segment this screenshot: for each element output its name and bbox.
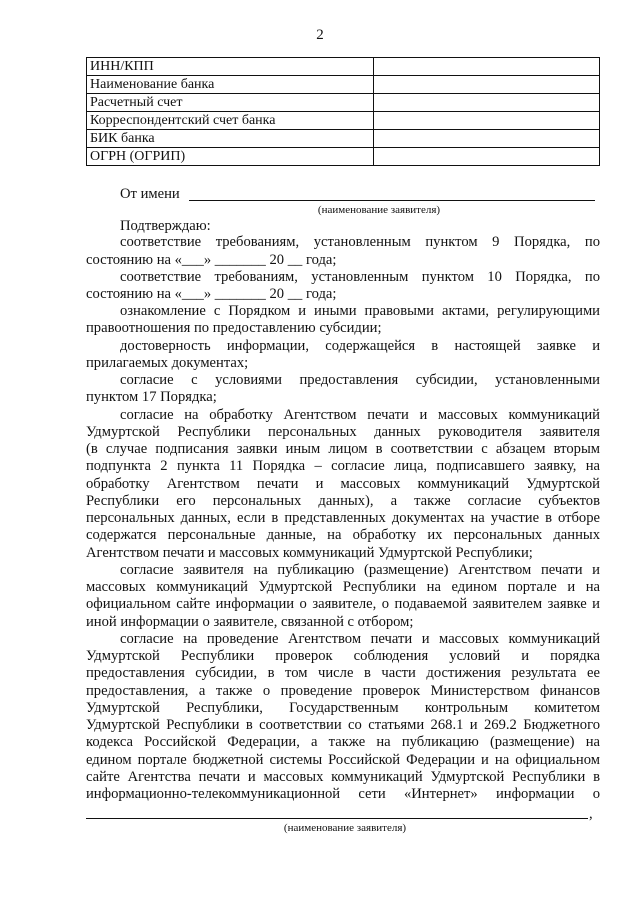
- table-row: [87, 112, 600, 130]
- applicant-caption-bottom: (наименование заявителя): [283, 822, 407, 834]
- text-line: Удмуртской Республики, Государственным контрольным комитетом: [86, 700, 600, 716]
- table-value: [374, 130, 600, 148]
- text-line: предоставления субсидии, в том числе в части достижения результата ее: [86, 665, 600, 681]
- text-line: согласие на обработку Агентством печати и массовых коммуникаций: [120, 407, 600, 423]
- text-line: иной информации о заявителе, связанной с отбором;: [86, 614, 414, 630]
- text-line: согласие на проведение Агентством печати и массовых коммуникаций: [120, 631, 600, 647]
- table-label: ИНН/КПП: [87, 58, 374, 76]
- text-line: согласие заявителя на публикацию (размещение) Агентством печати и: [120, 562, 600, 578]
- text-line: сайте Агентства печати и массовых коммуникаций Удмуртской Республики в: [86, 769, 600, 785]
- text-line: прилагаемых документах;: [86, 355, 249, 371]
- applicant-name-field[interactable]: [189, 200, 595, 201]
- table-row: [87, 94, 600, 112]
- table-label: Наименование банка: [87, 76, 374, 94]
- table-label: БИК банка: [87, 130, 374, 148]
- confirm-heading: Подтверждаю:: [120, 218, 211, 234]
- text-line: состоянию на «___» _______ 20 __ года;: [86, 286, 337, 302]
- text-line: Удмуртской Республики в соответствии со статьями 268.1 и 269.2 Бюджетного: [86, 717, 600, 733]
- table-row: [87, 148, 600, 166]
- bottom-comma: ,: [589, 806, 593, 822]
- text-line: обработку Агентством печати и массовых коммуникаций Удмуртской: [86, 476, 600, 492]
- text-line: соответствие требованиям, установленным пунктом 9 Порядка, по: [120, 234, 600, 250]
- text-line: Республики его персональных данных), а также согласие субъектов: [86, 493, 600, 509]
- table-value: [374, 76, 600, 94]
- text-line: (в случае подписания заявки иным лицом в соответствии с абзацем вторым: [86, 441, 600, 457]
- text-line: Агентством печати и массовых коммуникаций Удмуртской Республики;: [86, 545, 533, 561]
- text-line: состоянию на «___» _______ 20 __ года;: [86, 252, 337, 268]
- table-row: [87, 58, 600, 76]
- text-line: правоотношения по предоставлению субсидии;: [86, 320, 382, 336]
- text-line: Удмуртской Республики персональных данных руководителя заявителя: [86, 424, 600, 440]
- text-line: достоверность информации, содержащейся в настоящей заявке и: [120, 338, 600, 354]
- page-number: 2: [316, 27, 324, 43]
- text-line: массовых коммуникаций Удмуртской Республики на едином портале и на: [86, 579, 600, 595]
- table-row: [87, 76, 600, 94]
- table-value: [374, 94, 600, 112]
- table-label: ОГРН (ОГРИП): [87, 148, 374, 166]
- table-value: [374, 58, 600, 76]
- table-label: Расчетный счет: [87, 94, 374, 112]
- from-label: От имени: [120, 186, 180, 202]
- table-value: [374, 112, 600, 130]
- text-line: согласие с условиями предоставления субсидии, установленными: [120, 372, 600, 388]
- text-line: пунктом 17 Порядка;: [86, 389, 217, 405]
- text-line: официальном сайте информации о заявителе, о подаваемой заявителем заявке и: [86, 596, 600, 612]
- table-row: [87, 130, 600, 148]
- table-value: [374, 148, 600, 166]
- applicant-name-field-bottom[interactable]: [86, 818, 588, 819]
- text-line: информационно-телекоммуникационной сети «Интернет» информации о: [86, 786, 600, 802]
- table-label: Корреспондентский счет банка: [87, 112, 374, 130]
- text-line: предоставления, а также о проведение проверок Министерством финансов: [86, 683, 600, 699]
- text-line: персональных данных, если в представленных документах на участие в отборе: [86, 510, 600, 526]
- text-line: едином портале бюджетной системы Российской Федерации и на официальном: [86, 752, 600, 768]
- text-line: ознакомление с Порядком и иными правовыми актами, регулирующими: [120, 303, 600, 319]
- bank-details-table: [86, 57, 600, 166]
- text-line: содержатся персональные данные, на обработку их персональных данных: [86, 527, 600, 543]
- text-line: соответствие требованиям, установленным пунктом 10 Порядка, по: [120, 269, 600, 285]
- text-line: подпункта 2 пункта 11 Порядка – согласие лица, подписавшего заявку, на: [86, 458, 600, 474]
- text-line: кодекса Российской Федерации, а также на публикацию (размещение) на: [86, 734, 600, 750]
- applicant-caption: (наименование заявителя): [317, 204, 441, 216]
- text-line: Удмуртской Республики проверок соблюдения условий и порядка: [86, 648, 600, 664]
